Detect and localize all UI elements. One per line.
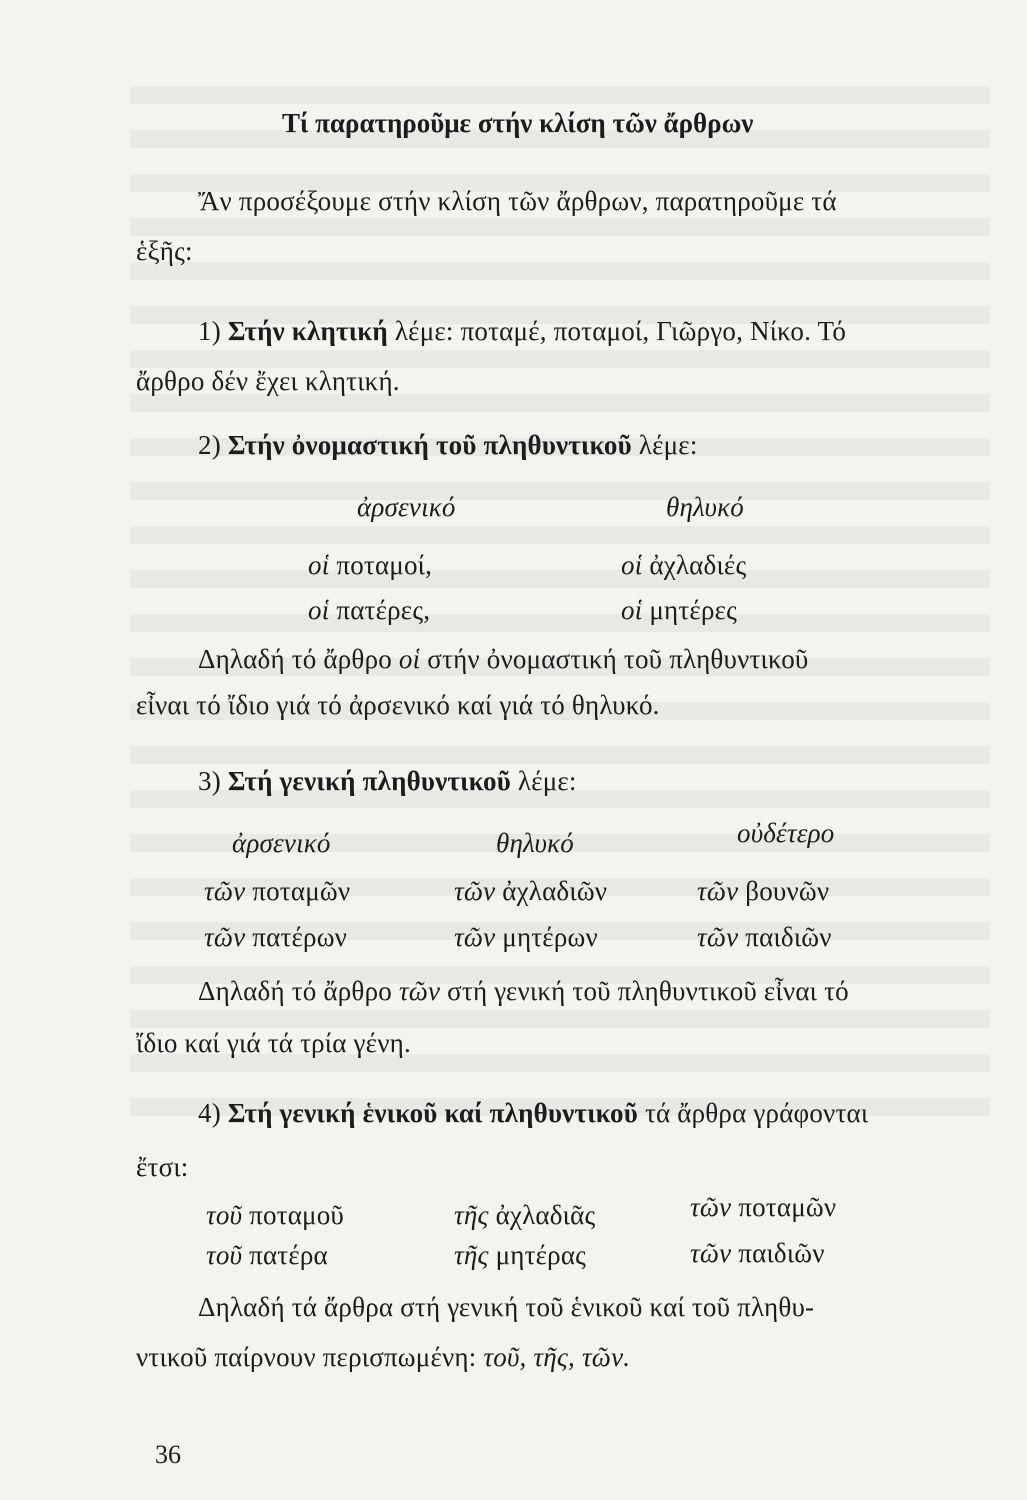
paragraph-4-line-2: ἔτσι: [136,1152,189,1182]
intro-line-2: ἑξῆς: [136,236,193,266]
p2-row-1-masculine [308,550,432,581]
paragraph-3-number: 3) [198,766,221,796]
paragraph-4-heading: Στή γενική ἑνικοῦ καί πληθυντικοῦ [227,1098,638,1128]
p4-row-2-col-1 [206,1240,328,1271]
p3-row-1-masculine [204,876,350,907]
article: τοῦ [206,1200,243,1230]
note-text: ντικοῦ παίρνουν περισπωμένη: [136,1342,477,1372]
word: μητέρων [502,922,598,952]
p3-row-2-neuter [697,922,832,953]
article: τοῦ [206,1240,243,1270]
article: τῶν [204,922,246,952]
word: πατέρων [252,922,348,952]
p2-row-1-feminine [621,550,746,581]
article: τῆς [454,1240,489,1270]
word: βουνῶν [745,876,830,906]
article: τῶν [454,922,496,952]
word: ποταμῶν [738,1192,837,1222]
p4-row-2-col-3 [690,1238,825,1269]
article: τῶν [697,876,739,906]
paragraph-3-heading: Στή γενική πληθυντικοῦ [227,766,511,796]
note-articles: τοῦ, τῆς, τῶν. [483,1342,631,1372]
word: ἀχλαδιῶν [502,876,608,906]
p3-header-neuter: οὐδέτερο [737,818,835,848]
paragraph-1-line-2: ἄρθρο δέν ἔχει κλητική. [136,366,400,396]
note-text: στήν ὀνομαστική τοῦ πληθυντικοῦ [427,644,809,674]
note-text: Δηλαδή τό ἄρθρο [198,644,392,674]
word: πατέρες, [336,595,431,625]
word: παιδιῶν [738,1238,825,1268]
article: τῶν [697,922,739,952]
word: ἀχλαδιᾶς [495,1200,596,1230]
article: οἱ [308,550,330,580]
note-article: τῶν [398,976,441,1006]
p4-row-2-col-2 [454,1240,586,1271]
article: οἱ [308,595,330,625]
bleed-through-text [130,60,990,1440]
article: τῶν [690,1238,732,1268]
article: τῶν [690,1192,732,1222]
paragraph-1 [198,316,846,347]
p2-row-2-masculine [308,595,430,626]
p4-note-line-1: Δηλαδή τά ἄρθρα στή γενική τοῦ ἑνικοῦ καί τοῦ πληθυ- [198,1292,815,1322]
p3-row-1-neuter [697,876,829,907]
p4-row-1-col-3 [690,1192,836,1223]
word: μητέρας [495,1240,587,1270]
p2-note-line-1 [198,644,809,675]
paragraph-3-text: λέμε: [517,766,577,796]
article: τῶν [204,876,246,906]
note-text: Δηλαδή τό ἄρθρο [198,976,392,1006]
paragraph-1-text: λέμε: ποταμέ, ποταμοί, Γιῶργο, Νίκο. Τό [394,316,847,346]
note-text: στή γενική τοῦ πληθυντικοῦ εἶναι τό [447,976,849,1006]
p3-header-feminine: θηλυκό [496,828,574,858]
paragraph-2-heading: Στήν ὀνομαστική τοῦ πληθυντικοῦ [227,430,632,460]
p4-row-1-col-1 [206,1200,344,1231]
word: ποταμοί, [336,550,433,580]
word: ἀχλαδιές [649,550,747,580]
paragraph-1-heading: Στήν κλητική [227,316,388,346]
p2-header-masculine: ἀρσενικό [357,492,456,522]
article: οἱ [621,550,643,580]
article: τῶν [454,876,496,906]
page-number: 36 [155,1440,181,1469]
word: ποταμοῦ [249,1200,344,1230]
p2-row-2-feminine [621,595,737,626]
p4-note-line-2 [136,1342,630,1373]
paragraph-3 [198,766,577,797]
paragraph-2-text: λέμε: [638,430,698,460]
p3-header-masculine: ἀρσενικό [232,828,331,858]
p2-note-line-2: εἶναι τό ἴδιο γιά τό ἀρσενικό καί γιά τό θηλυκό. [136,690,660,720]
note-article: οἱ [398,644,421,674]
p2-header-feminine: θηλυκό [666,492,744,522]
page-title: Τί παρατηροῦμε στήν κλίση τῶν ἄρθρων [282,108,754,138]
paragraph-4 [198,1098,868,1129]
word: ποταμῶν [252,876,351,906]
article: οἱ [621,595,643,625]
word: παιδιῶν [745,922,832,952]
article: τῆς [454,1200,489,1230]
paragraph-1-number: 1) [198,316,221,346]
intro-line-1: Ἄν προσέξουμε στήν κλίση τῶν ἄρθρων, παρατηροῦμε τά [198,186,837,216]
p3-row-2-feminine [454,922,598,953]
p4-row-1-col-2 [454,1200,595,1231]
paragraph-2-number: 2) [198,430,221,460]
paragraph-4-text: τά ἄρθρα γράφονται [644,1098,869,1128]
word: πατέρα [249,1240,328,1270]
p3-note-line-1 [198,976,849,1007]
p3-row-2-masculine [204,922,347,953]
word: μητέρες [649,595,738,625]
p3-row-1-feminine [454,876,607,907]
p3-note-line-2: ἴδιο καί γιά τά τρία γένη. [136,1028,411,1058]
paragraph-4-number: 4) [198,1098,221,1128]
paragraph-2 [198,430,698,461]
